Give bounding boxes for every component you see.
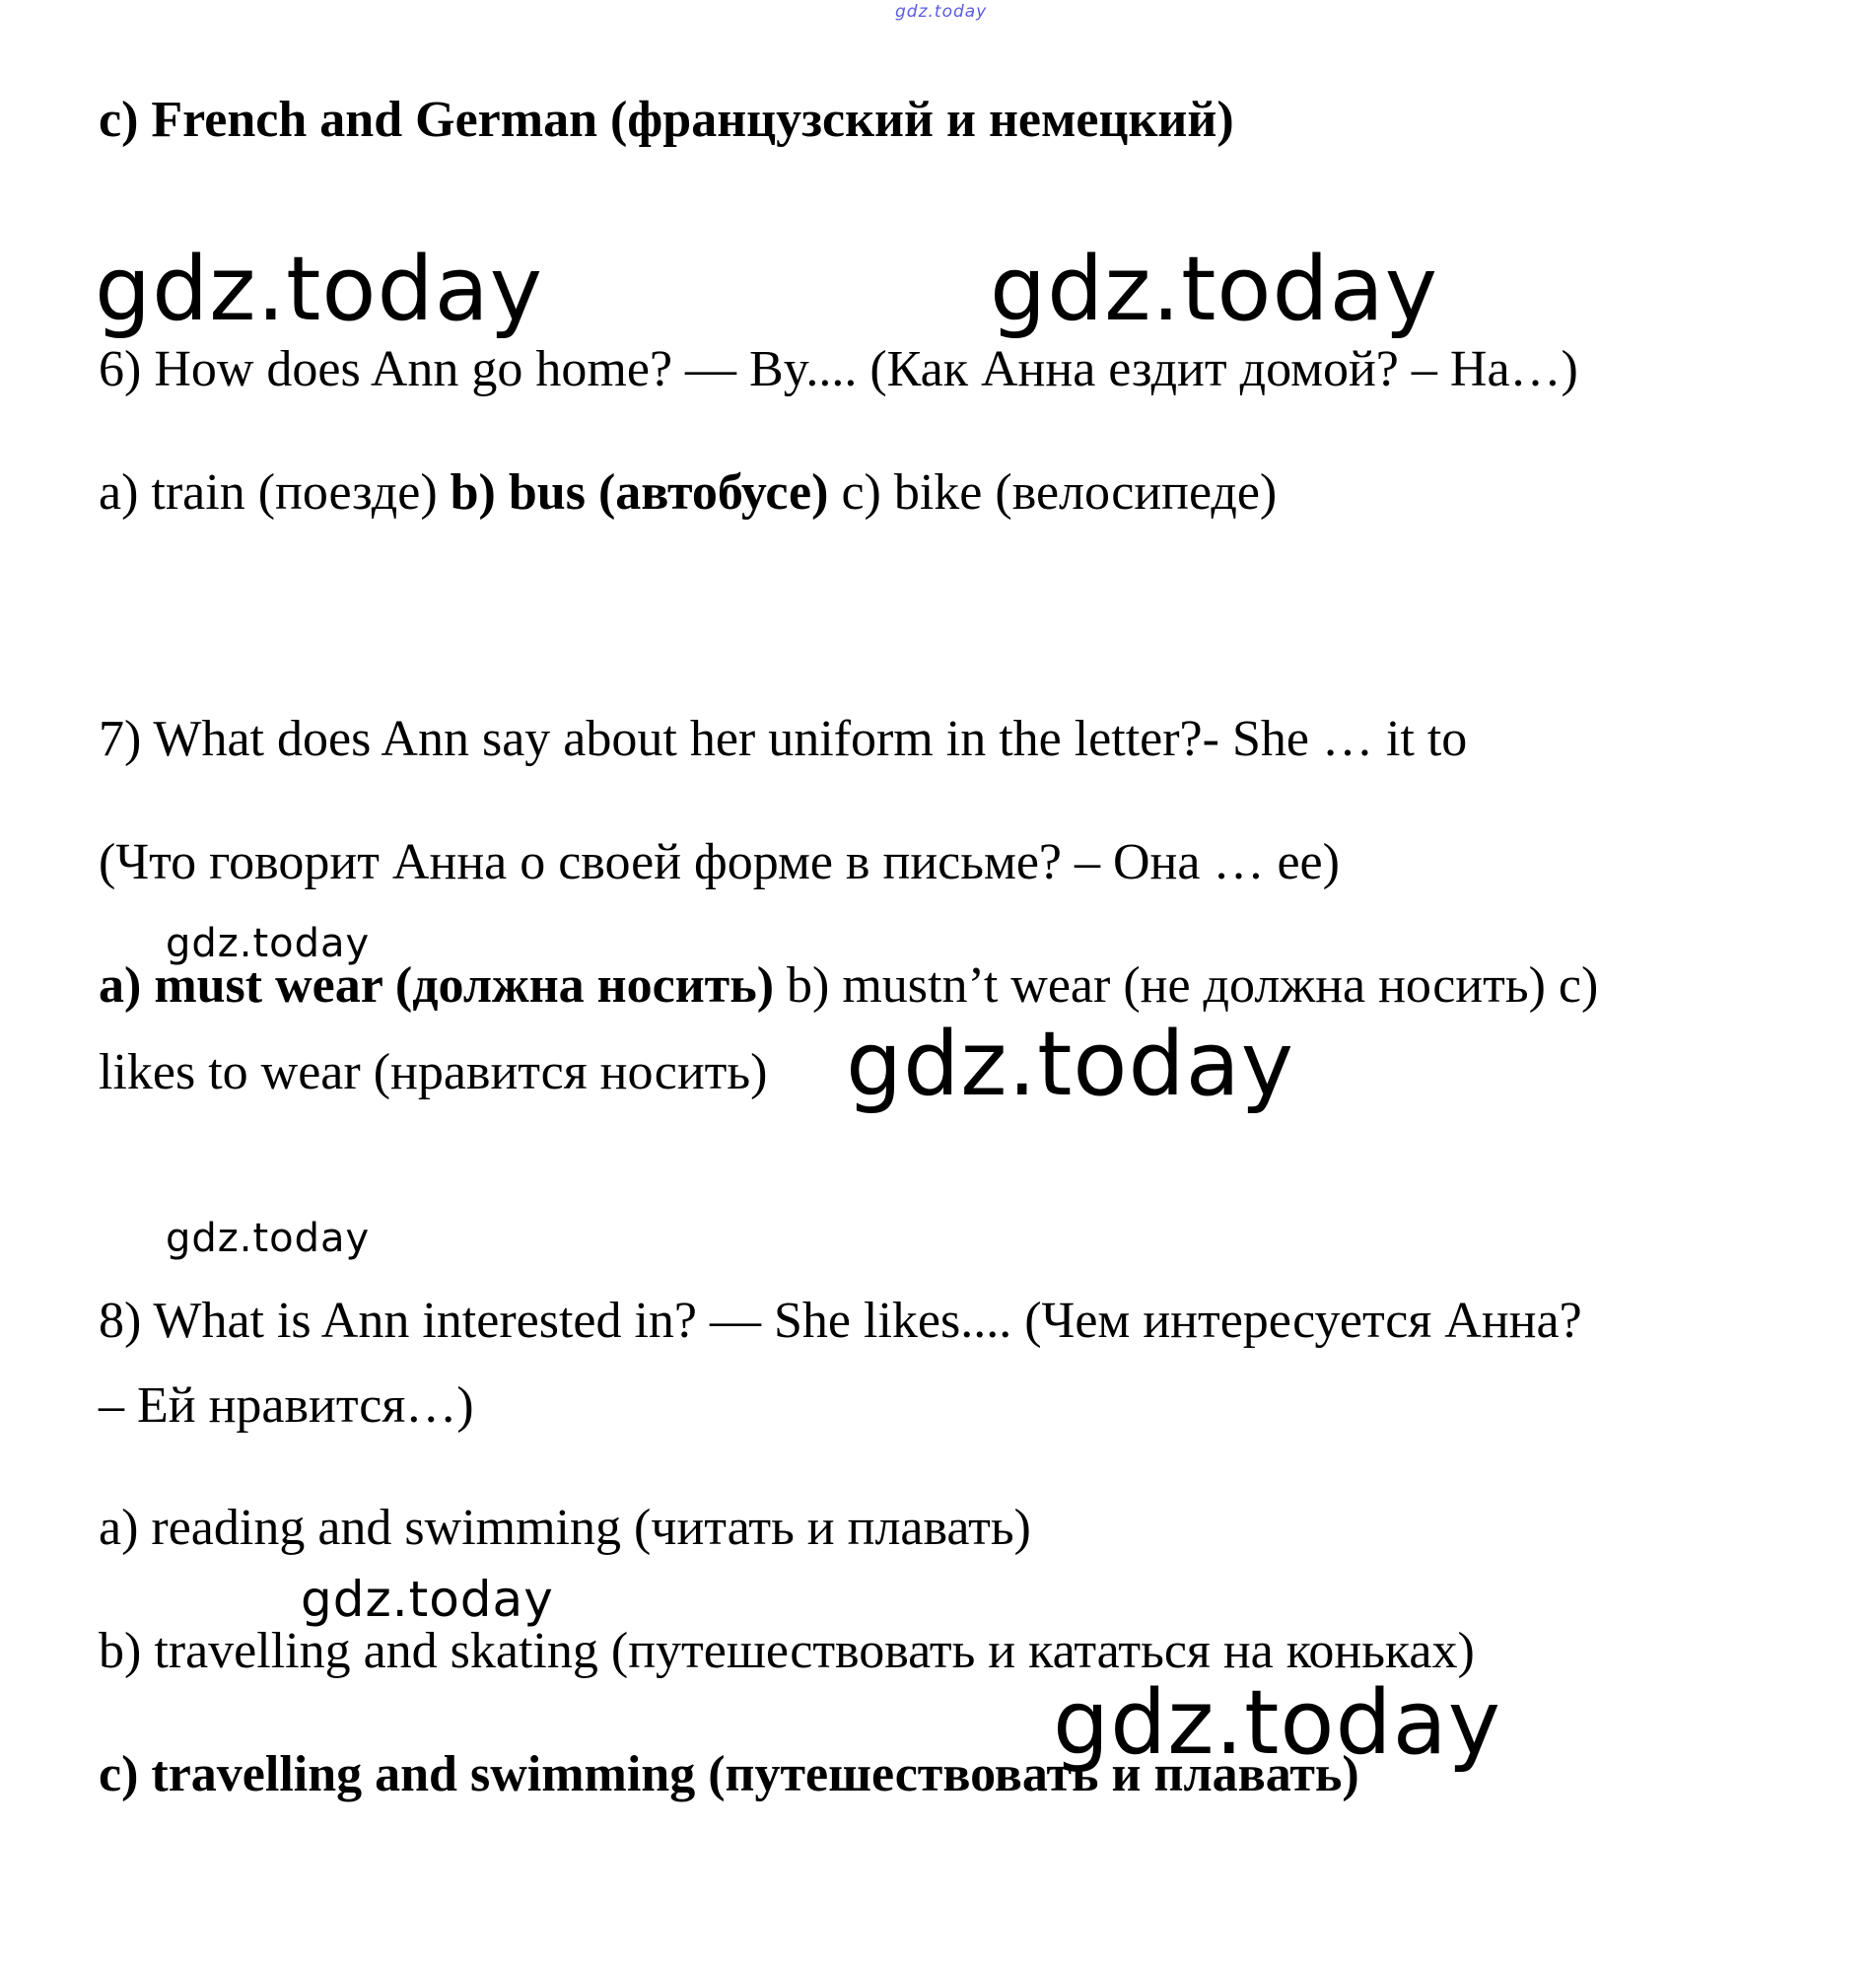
q8-question-line1: 8) What is Ann interested in? — She likes.... (Чем интересуется Анна? xyxy=(99,1293,1582,1349)
q6-question: 6) How does Ann go home? — By.... (Как Анна ездит домой? – На…) xyxy=(99,341,1578,397)
q6-option-b: b) bus (автобусе) xyxy=(450,464,829,521)
watermark-small-1: gdz.today xyxy=(166,921,371,966)
watermark-large-middle: gdz.today xyxy=(846,1013,1295,1116)
q6-option-c: c) bike (велосипеде) xyxy=(828,464,1278,521)
q5-answer-c: c) French and German (французский и немецкий) xyxy=(99,92,1234,148)
q7-option-b: b) mustn’t wear (не должна носить) c) xyxy=(774,957,1599,1014)
q7-question-en: 7) What does Ann say about her uniform in the letter?- She … it to xyxy=(99,711,1468,767)
q6-option-a: a) train (поезде) xyxy=(99,464,451,521)
q8-question-line2: – Ей нравится…) xyxy=(99,1377,474,1434)
q7-option-a: a) must wear (должна носить) xyxy=(99,957,775,1014)
q8-option-c: c) travelling and swimming (путешествовать и плавать) xyxy=(99,1746,1359,1802)
q7-options-line1 xyxy=(99,956,1598,1016)
q8-option-b: b) travelling and skating (путешествовать и кататься на коньках) xyxy=(99,1623,1475,1679)
q6-options xyxy=(99,463,1277,523)
top-watermark: gdz.today xyxy=(895,2,988,22)
watermark-small-2: gdz.today xyxy=(166,1216,371,1261)
watermark-large-bottom: gdz.today xyxy=(1053,1671,1502,1775)
q7-question-ru: (Что говорит Анна о своей форме в письме? – Она … ее) xyxy=(99,834,1340,890)
watermark-medium: gdz.today xyxy=(301,1571,554,1628)
q8-option-a: a) reading and swimming (читать и плавать) xyxy=(99,1500,1031,1556)
watermark-large-left: gdz.today xyxy=(95,238,544,341)
watermark-large-right: gdz.today xyxy=(990,238,1439,341)
q7-option-c: likes to wear (нравится носить) xyxy=(99,1044,768,1100)
